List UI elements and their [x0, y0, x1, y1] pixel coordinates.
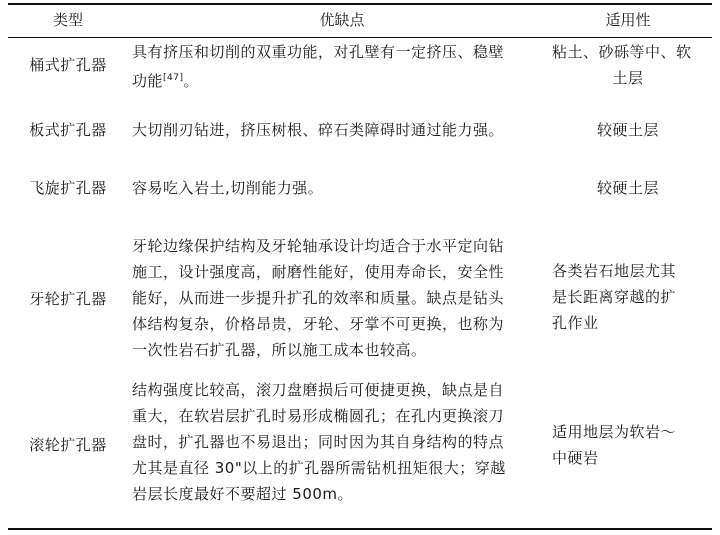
row-5-pros-cons	[132, 377, 552, 507]
row-5-applicability-line-2: 中硬岩	[552, 449, 599, 467]
row-1-pros-cons-line-2	[132, 65, 552, 94]
row-4-pros-cons-line-3: 能好，从而进一步提升扩孔的效率和质量。缺点是钻头	[132, 289, 505, 307]
header-type: 类型	[52, 11, 83, 29]
row-5-pros-cons-line-3: 盘时，扩孔器也不易退出；同时因为其自身结构的特点	[132, 433, 505, 451]
row-4-pros-cons-line-2: 施工，设计强度高，耐磨性能好，使用寿命长，安全性	[132, 263, 505, 281]
row-1-pros-cons-line-2-text: 功能	[132, 72, 164, 90]
row-3-pros-cons-line-1: 容易吃入岩土,切削能力强。	[132, 179, 324, 197]
table-header-rule	[8, 37, 712, 38]
row-3-pros-cons	[132, 175, 552, 201]
row-4-pros-cons-line-1: 牙轮边缘保护结构及牙轮轴承设计均适合于水平定向钻	[132, 237, 505, 255]
row-4-applicability-line-1: 各类岩石地层尤其	[552, 262, 677, 280]
row-2-pros-cons-line-1: 大切削刃钻进，挤压树根、碎石类障碍时通过能力强。	[132, 121, 505, 139]
table-top-rule	[8, 3, 712, 5]
row-4-pros-cons	[132, 233, 552, 363]
row-2-pros-cons	[132, 117, 552, 143]
row-5-pros-cons-line-4: 尤其是直径 30"以上的扩孔器所需钻机扭矩很大；穿越	[132, 459, 506, 477]
row-5-pros-cons-line-5: 岩层长度最好不要超过 500m。	[132, 485, 354, 503]
citation-ref: [47]	[163, 73, 184, 83]
row-3-type: 飞旋扩孔器	[29, 179, 107, 197]
row-1-pros-cons-line-2-tail: 。	[183, 72, 200, 90]
row-1-applicability	[552, 39, 704, 91]
row-1-pros-cons-line-1: 具有挤压和切削的双重功能，对孔壁有一定挤压、稳壁	[132, 43, 505, 61]
row-4-applicability	[552, 258, 704, 336]
row-1-pros-cons	[132, 39, 552, 94]
row-1-type: 桶式扩孔器	[29, 56, 107, 74]
row-5-type: 滚轮扩孔器	[29, 436, 107, 454]
row-1-applicability-line-2: 土层	[612, 69, 644, 87]
row-4-pros-cons-line-4: 体结构复杂，价格昂贵，牙轮、牙掌不可更换，也称为	[132, 315, 505, 333]
row-2-applicability-line-1: 较硬土层	[596, 121, 659, 139]
row-4-type: 牙轮扩孔器	[29, 290, 107, 308]
row-3-applicability-line-1: 较硬土层	[596, 179, 659, 197]
row-5-applicability-line-1: 适用地层为软岩～	[552, 423, 677, 441]
row-5-applicability	[552, 419, 704, 471]
table-bottom-rule	[8, 528, 712, 530]
row-5-pros-cons-line-2: 重大，在软岩层扩孔时易形成椭圆孔；在孔内更换滚刀	[132, 407, 505, 425]
row-4-applicability-line-3: 孔作业	[552, 314, 599, 332]
row-3-applicability	[552, 175, 704, 201]
row-2-applicability	[552, 117, 704, 143]
header-pros-cons: 优缺点	[319, 11, 365, 29]
header-applicability: 适用性	[605, 11, 651, 29]
row-5-pros-cons-line-1: 结构强度比较高，滚刀盘磨损后可便捷更换，缺点是自	[132, 381, 505, 399]
row-2-type: 板式扩孔器	[29, 121, 107, 139]
row-1-applicability-line-1: 粘土、砂砾等中、软	[552, 43, 692, 61]
row-4-pros-cons-line-5: 一次性岩石扩孔器，所以施工成本也较高。	[132, 341, 427, 359]
row-4-applicability-line-2: 是长距离穿越的扩	[552, 288, 677, 306]
